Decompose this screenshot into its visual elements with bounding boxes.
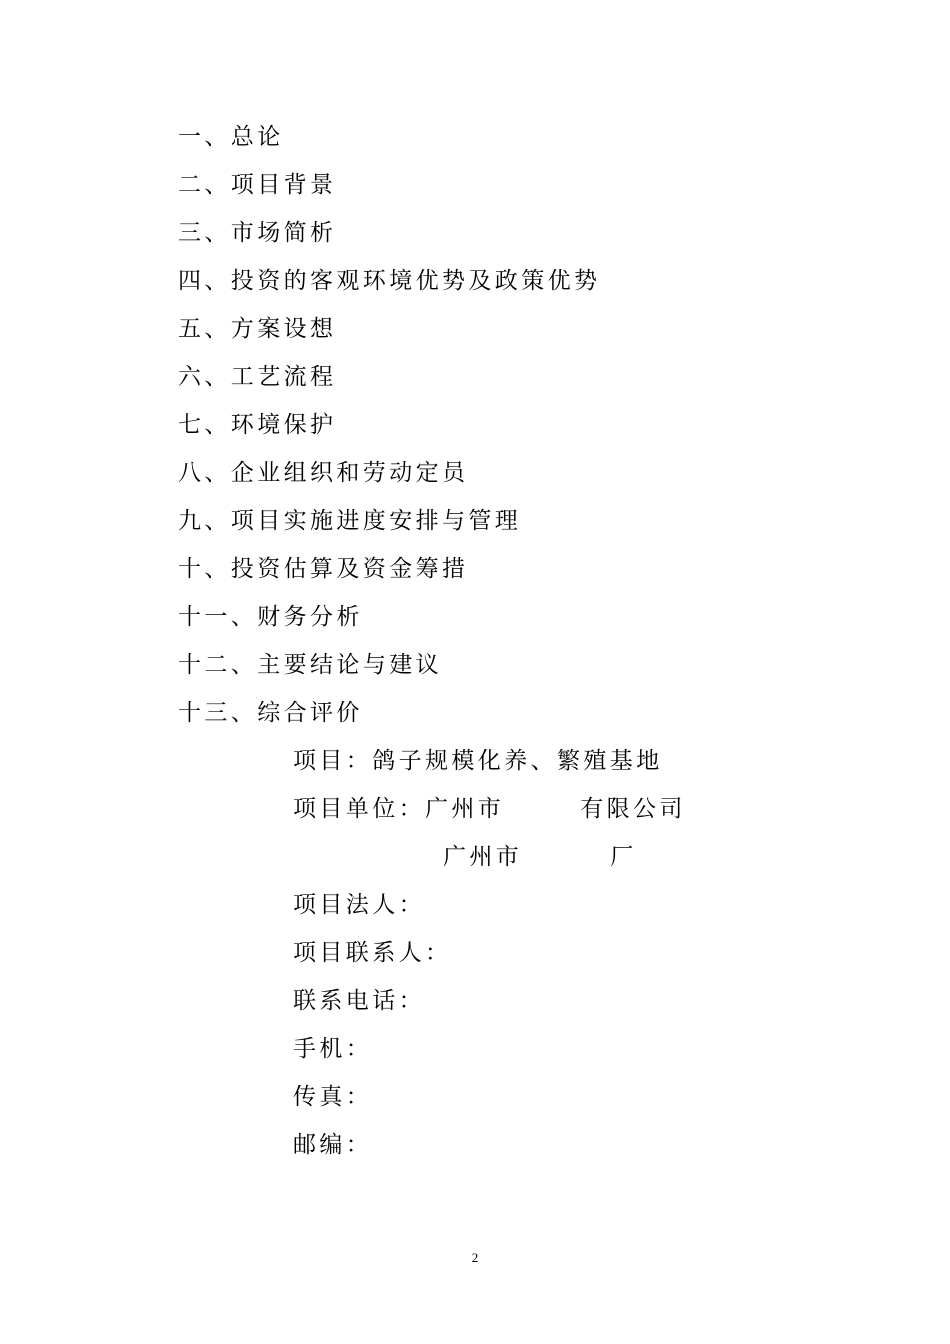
- project-unit-row: [293, 789, 686, 837]
- toc-item: 三、市场简析: [178, 220, 337, 246]
- toc-item: 二、项目背景: [178, 172, 337, 198]
- page-number: 2: [471, 1250, 479, 1265]
- toc-item: 五、方案设想: [178, 316, 337, 342]
- mobile-label: 手机：: [293, 1036, 373, 1062]
- phone-label: 联系电话：: [293, 988, 425, 1014]
- legal-person-row: [293, 885, 686, 933]
- fax-label: 传真：: [293, 1084, 373, 1110]
- project-label: 项目：: [293, 748, 373, 774]
- legal-person-label: 项目法人：: [293, 892, 425, 918]
- toc-item: 四、投资的客观环境优势及政策优势: [178, 268, 601, 294]
- toc-item: 十、投资估算及资金筹措: [178, 556, 469, 582]
- phone-row: [293, 981, 686, 1029]
- toc-item: 六、工艺流程: [178, 364, 337, 390]
- unit-city-1: 广州市: [425, 796, 505, 822]
- toc-item: 十一、财务分析: [178, 604, 363, 630]
- postcode-label: 邮编：: [293, 1132, 373, 1158]
- unit-city-2: 广州市: [443, 844, 523, 870]
- toc-item: 八、企业组织和劳动定员: [178, 460, 469, 486]
- project-unit-row-2: [293, 837, 686, 885]
- project-value: 鸽子规模化养、繁殖基地: [372, 748, 663, 774]
- toc-item: 九、项目实施进度安排与管理: [178, 508, 522, 534]
- unit-suffix-2: 厂: [610, 844, 637, 870]
- unit-suffix-1: 有限公司: [580, 796, 686, 822]
- mobile-row: [293, 1029, 686, 1077]
- fax-row: [293, 1077, 686, 1125]
- toc-item: 一、总论: [178, 124, 284, 150]
- contact-person-label: 项目联系人：: [293, 940, 452, 966]
- contact-person-row: [293, 933, 686, 981]
- project-name-row: [293, 741, 686, 789]
- unit-label: 项目单位：: [293, 796, 425, 822]
- toc-item: 七、环境保护: [178, 412, 337, 438]
- project-info-block: [293, 741, 686, 1173]
- postcode-row: [293, 1125, 686, 1173]
- toc-item: 十三、综合评价: [178, 700, 363, 726]
- table-of-contents: [178, 117, 600, 741]
- toc-item: 十二、主要结论与建议: [178, 652, 442, 678]
